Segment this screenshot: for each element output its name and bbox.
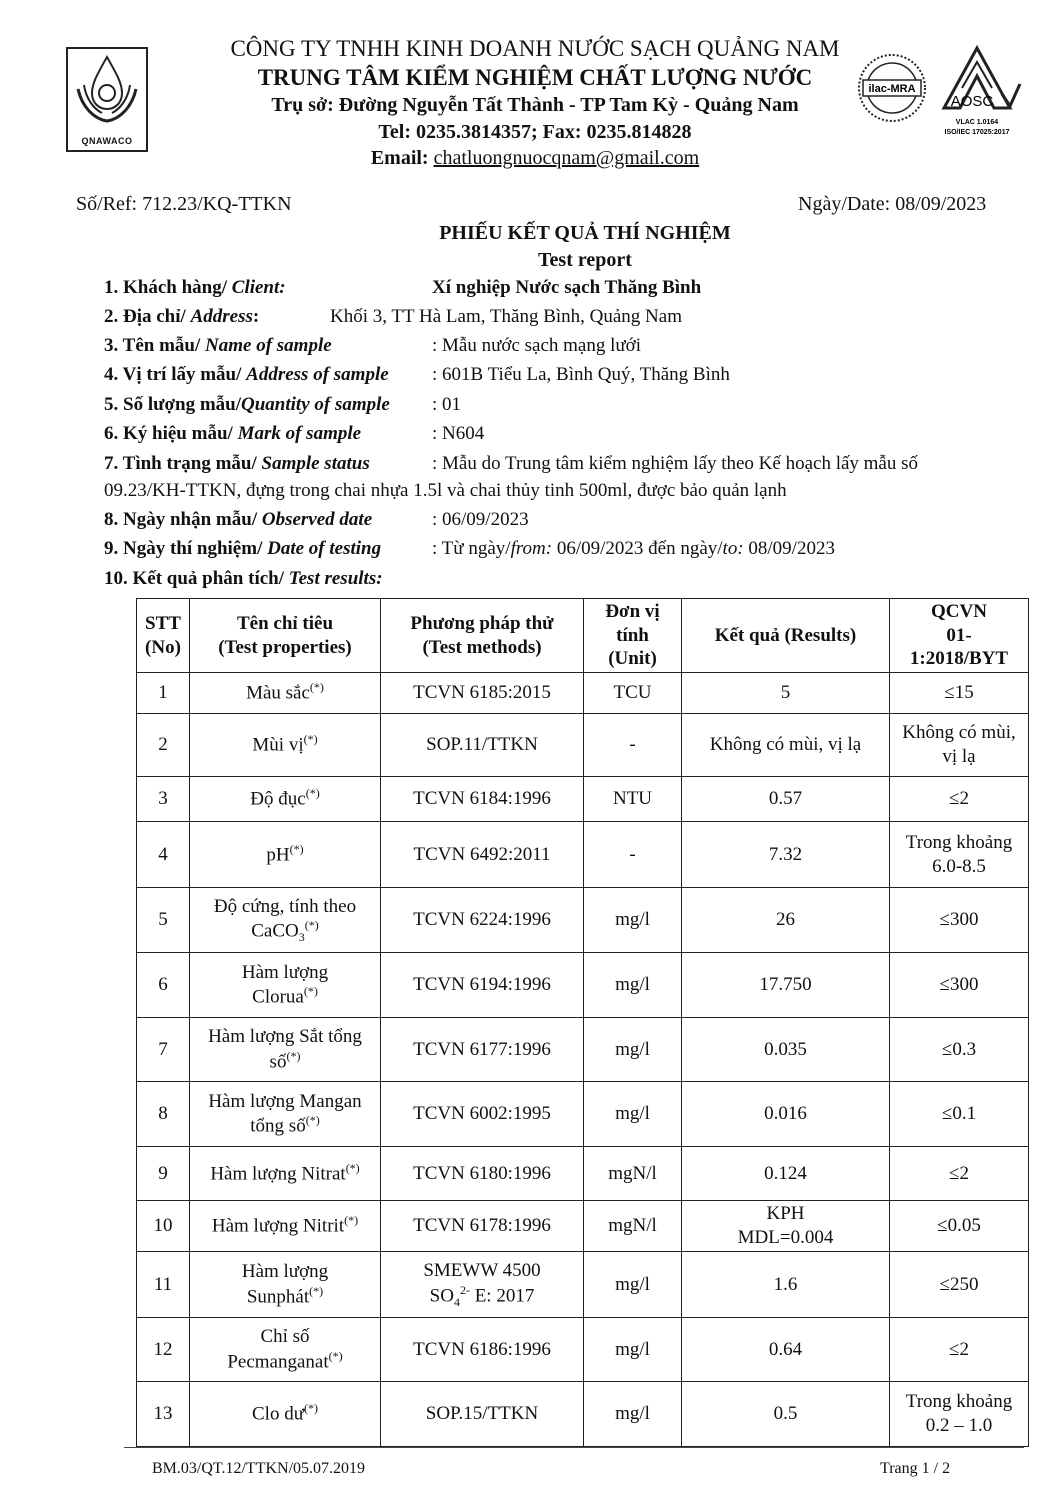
email-label: Email: [370, 147, 434, 169]
cell-limit: ≤0.3 [890, 1018, 1029, 1082]
client-line [104, 277, 286, 299]
cell-property: Clo dư(*) [190, 1382, 381, 1447]
address-line: 2. Địa chỉ/ Address: [104, 306, 260, 327]
sample-quantity-label: 5. Số lượng mẫu/ [104, 394, 242, 415]
sample-status-value-2: 09.23/KH-TTKN, đựng trong chai nhựa 1.5l và chai thủy tinh 500ml, được bảo quản lạnh [104, 480, 787, 501]
cell-method: SMEWW 4500 $SO_4^{2-}$ E: 2017 [381, 1252, 584, 1318]
logo-caption: QNAWACO [81, 136, 133, 146]
cell-property: Hàm lượng Sắt tổng số(*) [190, 1018, 381, 1082]
footer-divider [124, 1447, 1024, 1448]
vilas-code: VLAC 1.0164 [955, 119, 999, 126]
cell-limit: ≤300 [890, 888, 1029, 953]
cell-method: TCVN 6492:2011 [381, 822, 584, 888]
sample-mark-line [104, 423, 361, 445]
sample-name-label-en: Name of sample [205, 335, 332, 356]
sample-name-label: 3. Tên mẫu/ [104, 335, 206, 356]
testing-date-value: : Từ ngày/from: 06/09/2023 đến ngày/to: 08/09/2023 [432, 538, 835, 559]
table-row [137, 1147, 1029, 1201]
cell-no: 13 [137, 1382, 190, 1447]
cell-no: 10 [137, 1201, 190, 1252]
cell-limit: ≤300 [890, 953, 1029, 1018]
cell-result: Không có mùi, vị lạ [682, 714, 890, 777]
cell-method: TCVN 6177:1996 [381, 1018, 584, 1082]
cell-property: Hàm lượng Sunphát(*) [190, 1252, 381, 1318]
cell-result: 0.016 [682, 1082, 890, 1147]
cell-unit: mg/l [584, 1082, 682, 1147]
cell-limit: ≤2 [890, 1147, 1029, 1201]
company-name: CÔNG TY TNHH KINH DOANH NƯỚC SẠCH QUẢNG NAM [230, 36, 840, 61]
cell-method: SOP.11/TTKN [381, 714, 584, 777]
col-header-method: Phương pháp thử (Test methods) [381, 599, 584, 673]
sample-quantity-value: : 01 [432, 394, 462, 415]
cell-no: 3 [137, 777, 190, 822]
cell-property: pH(*) [190, 822, 381, 888]
test-results-label: 10. Kết quả phân tích/ [104, 568, 289, 589]
cell-property: Độ cứng, tính theo CaCO$_3$(*) [190, 888, 381, 953]
cell-result: 7.32 [682, 822, 890, 888]
address-label-en: Address [190, 306, 253, 327]
table-row [137, 953, 1029, 1018]
cell-limit: ≤0.05 [890, 1201, 1029, 1252]
cell-limit: Trong khoảng 0.2 – 1.0 [890, 1382, 1029, 1447]
cell-limit: ≤250 [890, 1252, 1029, 1318]
cell-unit: TCU [584, 673, 682, 714]
table-row [137, 777, 1029, 822]
ilac-text: ilac-MRA [868, 83, 916, 95]
col-header-property: Tên chỉ tiêu (Test properties) [190, 599, 381, 673]
cell-unit: mg/l [584, 953, 682, 1018]
cell-property: Độ đục(*) [190, 777, 381, 822]
cell-no: 6 [137, 953, 190, 1018]
sample-mark-label-en: Mark of sample [237, 423, 362, 444]
sample-quantity-label-en: Quantity of sample [241, 394, 390, 415]
iso-standard: ISO/IEC 17025:2017 [944, 129, 1010, 136]
col-header-qcvn: QCVN 01- 1:2018/BYT [890, 599, 1029, 673]
sample-location-value: : 601B Tiểu La, Bình Quý, Thăng Bình [432, 364, 730, 385]
reference-number: Số/Ref: 712.23/KQ-TTKN [76, 193, 292, 215]
table-row [137, 822, 1029, 888]
cell-result: 0.57 [682, 777, 890, 822]
aosc-text: AOSC [950, 93, 994, 110]
aosc-logo [932, 44, 1022, 140]
col-header-unit: Đơn vị tính (Unit) [584, 599, 682, 673]
cell-result: 26 [682, 888, 890, 953]
testing-date-line [104, 538, 381, 560]
sample-name-value: : Mẫu nước sạch mạng lưới [432, 335, 642, 356]
sample-status-label: 7. Tình trạng mẫu/ [104, 453, 262, 474]
sample-location-label: 4. Vị trí lấy mẫu/ [104, 364, 247, 385]
address-value: Khối 3, TT Hà Lam, Thăng Bình, Quảng Nam [330, 306, 682, 327]
cell-result: KPH MDL=0.004 [682, 1201, 890, 1252]
cell-no: 7 [137, 1018, 190, 1082]
report-date: Ngày/Date: 08/09/2023 [798, 193, 987, 215]
cell-no: 12 [137, 1318, 190, 1382]
cell-no: 9 [137, 1147, 190, 1201]
cell-unit: - [584, 714, 682, 777]
report-title-en: Test report [538, 249, 632, 271]
test-results-heading [104, 568, 383, 590]
col-header-result: Kết quả (Results) [682, 599, 890, 673]
cell-property: Hàm lượng Nitrat(*) [190, 1147, 381, 1201]
cell-method: TCVN 6002:1995 [381, 1082, 584, 1147]
ilac-mra-logo [856, 52, 928, 124]
cell-limit: Không có mùi, vị lạ [890, 714, 1029, 777]
test-results-label-en: Test results: [288, 568, 383, 589]
testing-date-label-en: Date of testing [267, 538, 382, 559]
received-date-value: : 06/09/2023 [432, 509, 529, 530]
table-row [137, 1082, 1029, 1147]
cell-method: TCVN 6180:1996 [381, 1147, 584, 1201]
cell-no: 8 [137, 1082, 190, 1147]
sample-status-value-1: : Mẫu do Trung tâm kiểm nghiệm lấy theo Kế hoạch lấy mẫu số [432, 453, 919, 474]
cell-no: 5 [137, 888, 190, 953]
sample-mark-label: 6. Ký hiệu mẫu/ [104, 423, 238, 444]
table-row [137, 1318, 1029, 1382]
cell-property: Hàm lượng Clorua(*) [190, 953, 381, 1018]
received-date-line [104, 509, 372, 531]
cell-no: 4 [137, 822, 190, 888]
table-row [137, 1382, 1029, 1447]
cell-result: 0.64 [682, 1318, 890, 1382]
page-number: Trang 1 / 2 [880, 1460, 951, 1477]
cell-method: TCVN 6186:1996 [381, 1318, 584, 1382]
table-row [137, 888, 1029, 953]
table-row [137, 1018, 1029, 1082]
cell-limit: ≤2 [890, 1318, 1029, 1382]
sample-name-line [104, 335, 332, 357]
cell-unit: mgN/l [584, 1201, 682, 1252]
water-drop-hands-icon [68, 49, 146, 129]
cell-unit: - [584, 822, 682, 888]
sample-mark-value: : N604 [432, 423, 485, 444]
head-office-address: Trụ sở: Đường Nguyễn Tất Thành - TP Tam Kỳ - Quảng Nam [271, 94, 799, 116]
cell-unit: mg/l [584, 1382, 682, 1447]
contact-email [170, 147, 900, 170]
cell-limit: Trong khoảng 6.0-8.5 [890, 822, 1029, 888]
cell-unit: mg/l [584, 1018, 682, 1082]
cell-result: 17.750 [682, 953, 890, 1018]
sample-quantity-line [104, 394, 390, 416]
form-code: BM.03/QT.12/TTKN/05.07.2019 [152, 1460, 366, 1477]
client-label: 1. Khách hàng/ [104, 277, 232, 298]
cell-no: 1 [137, 673, 190, 714]
contact-phone: Tel: 0235.3814357; Fax: 0235.814828 [378, 121, 692, 143]
center-name: TRUNG TÂM KIỂM NGHIỆM CHẤT LƯỢNG NƯỚC [257, 65, 813, 90]
address-label: 2. Địa chỉ/ [104, 306, 191, 327]
cell-method: SOP.15/TTKN [381, 1382, 584, 1447]
cell-unit: mg/l [584, 888, 682, 953]
cell-property: Màu sắc(*) [190, 673, 381, 714]
cell-result: 1.6 [682, 1252, 890, 1318]
cell-property: Mùi vị(*) [190, 714, 381, 777]
cell-result: 5 [682, 673, 890, 714]
testing-date-label: 9. Ngày thí nghiệm/ [104, 538, 268, 559]
cell-no: 2 [137, 714, 190, 777]
cell-property: Hàm lượng Nitrit(*) [190, 1201, 381, 1252]
client-value: Xí nghiệp Nước sạch Thăng Bình [432, 277, 702, 298]
sample-status-line [104, 453, 370, 475]
sample-location-label-en: Address of sample [246, 364, 389, 385]
cell-limit: ≤15 [890, 673, 1029, 714]
client-label-en: Client: [231, 277, 286, 298]
table-row [137, 714, 1029, 777]
cell-limit: ≤0.1 [890, 1082, 1029, 1147]
cell-result: 0.035 [682, 1018, 890, 1082]
email-link[interactable]: chatluongnuocqnam@gmail.com [433, 147, 700, 169]
table-row [137, 673, 1029, 714]
cell-result: 0.5 [682, 1382, 890, 1447]
sample-location-line [104, 364, 389, 386]
table-row [137, 1252, 1029, 1318]
cell-no: 11 [137, 1252, 190, 1318]
cell-unit: mg/l [584, 1318, 682, 1382]
cell-result: 0.124 [682, 1147, 890, 1201]
cell-method: TCVN 6185:2015 [381, 673, 584, 714]
cell-unit: mg/l [584, 1252, 682, 1318]
cell-unit: mgN/l [584, 1147, 682, 1201]
table-row [137, 1201, 1029, 1252]
cell-method: TCVN 6184:1996 [381, 777, 584, 822]
cell-method: TCVN 6178:1996 [381, 1201, 584, 1252]
cell-property: Hàm lượng Mangan tổng số(*) [190, 1082, 381, 1147]
sample-status-label-en: Sample status [261, 453, 370, 474]
report-title-vi: PHIẾU KẾT QUẢ THÍ NGHIỆM [439, 222, 731, 244]
col-header-no: STT (No) [137, 599, 190, 673]
received-date-label: 8. Ngày nhận mẫu/ [104, 509, 262, 530]
table-header-row [137, 599, 1029, 673]
cell-method: TCVN 6224:1996 [381, 888, 584, 953]
cell-method: TCVN 6194:1996 [381, 953, 584, 1018]
cell-property: Chỉ số Pecmanganat(*) [190, 1318, 381, 1382]
company-logo [66, 47, 148, 152]
cell-unit: NTU [584, 777, 682, 822]
received-date-label-en: Observed date [261, 509, 373, 530]
results-table [136, 598, 1029, 1447]
cell-limit: ≤2 [890, 777, 1029, 822]
